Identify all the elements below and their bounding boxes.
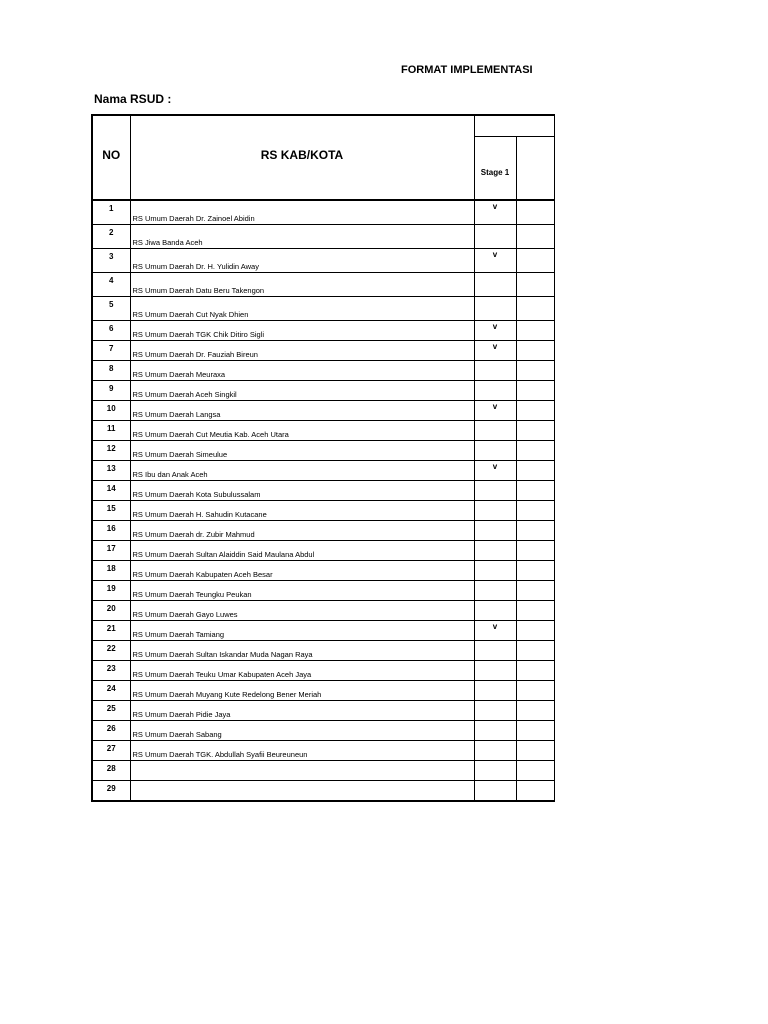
next-stage-cell — [516, 381, 554, 401]
next-stage-cell — [516, 581, 554, 601]
stage-1-check — [474, 601, 516, 621]
hospital-name: RS Umum Daerah Cut Meutia Kab. Aceh Utara — [130, 421, 474, 441]
table-row — [92, 621, 554, 641]
stage-1-check — [474, 501, 516, 521]
row-number: 27 — [92, 741, 130, 761]
row-number: 17 — [92, 541, 130, 561]
hospital-name: RS Umum Daerah Cut Nyak Dhien — [130, 297, 474, 321]
row-number: 25 — [92, 701, 130, 721]
next-stage-cell — [516, 441, 554, 461]
table-row — [92, 341, 554, 361]
next-stage-cell — [516, 225, 554, 249]
row-number: 10 — [92, 401, 130, 421]
stage-1-check — [474, 273, 516, 297]
stage-1-check — [474, 661, 516, 681]
hospital-name: RS Umum Daerah TGK Chik Ditiro Sigli — [130, 321, 474, 341]
next-stage-cell — [516, 297, 554, 321]
hospital-name: RS Umum Daerah Teungku Peukan — [130, 581, 474, 601]
hospital-name — [130, 761, 474, 781]
stage-1-check — [474, 681, 516, 701]
hospital-name: RS Umum Daerah Sultan Iskandar Muda Nagan Raya — [130, 641, 474, 661]
table-row — [92, 297, 554, 321]
row-number: 14 — [92, 481, 130, 501]
row-number: 19 — [92, 581, 130, 601]
hospital-name: RS Umum Daerah Sabang — [130, 721, 474, 741]
next-stage-cell — [516, 621, 554, 641]
stage-1-check — [474, 641, 516, 661]
table-row — [92, 225, 554, 249]
table-row — [92, 541, 554, 561]
table-row — [92, 521, 554, 541]
table-row — [92, 501, 554, 521]
next-stage-cell — [516, 701, 554, 721]
row-number: 28 — [92, 761, 130, 781]
table-row — [92, 200, 554, 225]
hospital-name: RS Umum Daerah H. Sahudin Kutacane — [130, 501, 474, 521]
hospital-name: RS Umum Daerah dr. Zubir Mahmud — [130, 521, 474, 541]
stage-1-check — [474, 521, 516, 541]
table-row — [92, 721, 554, 741]
stage-1-check: v — [474, 249, 516, 273]
next-stage-cell — [516, 601, 554, 621]
table-row — [92, 381, 554, 401]
next-stage-cell — [516, 681, 554, 701]
next-stage-cell — [516, 461, 554, 481]
next-stage-cell — [516, 781, 554, 802]
stage-1-check — [474, 421, 516, 441]
row-number: 13 — [92, 461, 130, 481]
hospital-table-container — [91, 114, 516, 793]
hospital-name: RS Umum Daerah Pidie Jaya — [130, 701, 474, 721]
header-stage-group — [474, 115, 554, 137]
stage-1-check — [474, 781, 516, 802]
next-stage-cell — [516, 401, 554, 421]
next-stage-cell — [516, 641, 554, 661]
next-stage-cell — [516, 741, 554, 761]
header-no: NO — [92, 115, 130, 200]
stage-1-check: v — [474, 461, 516, 481]
hospital-name: RS Umum Daerah Datu Beru Takengon — [130, 273, 474, 297]
table-row — [92, 481, 554, 501]
stage-1-check — [474, 561, 516, 581]
stage-1-check — [474, 441, 516, 461]
table-row — [92, 661, 554, 681]
next-stage-cell — [516, 321, 554, 341]
row-number: 2 — [92, 225, 130, 249]
header-stage-1: Stage 1 — [474, 137, 516, 201]
table-row — [92, 561, 554, 581]
hospital-table-body — [92, 115, 554, 801]
hospital-name: RS Umum Daerah Sultan Alaiddin Said Maulana Abdul — [130, 541, 474, 561]
hospital-name: RS Jiwa Banda Aceh — [130, 225, 474, 249]
row-number: 1 — [92, 200, 130, 225]
header-rs-kab-kota: RS KAB/KOTA — [130, 115, 474, 200]
hospital-name — [130, 781, 474, 802]
stage-1-check — [474, 381, 516, 401]
stage-1-check — [474, 481, 516, 501]
table-row — [92, 461, 554, 481]
stage-1-check: v — [474, 621, 516, 641]
row-number: 20 — [92, 601, 130, 621]
document-title: FORMAT IMPLEMENTASI — [401, 64, 533, 76]
next-stage-cell — [516, 501, 554, 521]
rsud-name-label: Nama RSUD : — [94, 92, 172, 106]
hospital-name: RS Umum Daerah Tamiang — [130, 621, 474, 641]
next-stage-cell — [516, 561, 554, 581]
table-row — [92, 401, 554, 421]
row-number: 4 — [92, 273, 130, 297]
row-number: 22 — [92, 641, 130, 661]
stage-1-check — [474, 361, 516, 381]
stage-1-check — [474, 761, 516, 781]
row-number: 12 — [92, 441, 130, 461]
stage-1-check — [474, 701, 516, 721]
row-number: 3 — [92, 249, 130, 273]
header-next-stage — [516, 137, 554, 201]
hospital-name: RS Umum Daerah Kabupaten Aceh Besar — [130, 561, 474, 581]
table-row — [92, 441, 554, 461]
table-row — [92, 681, 554, 701]
hospital-name: RS Umum Daerah TGK. Abdullah Syafii Beureuneun — [130, 741, 474, 761]
next-stage-cell — [516, 661, 554, 681]
table-row — [92, 781, 554, 802]
row-number: 23 — [92, 661, 130, 681]
row-number: 29 — [92, 781, 130, 802]
row-number: 8 — [92, 361, 130, 381]
hospital-name: RS Umum Daerah Teuku Umar Kabupaten Aceh Jaya — [130, 661, 474, 681]
table-row — [92, 761, 554, 781]
row-number: 11 — [92, 421, 130, 441]
table-row — [92, 641, 554, 661]
table-row — [92, 701, 554, 721]
table-row — [92, 581, 554, 601]
row-number: 15 — [92, 501, 130, 521]
stage-1-check: v — [474, 401, 516, 421]
hospital-name: RS Umum Daerah Kota Subulussalam — [130, 481, 474, 501]
hospital-name: RS Umum Daerah Langsa — [130, 401, 474, 421]
row-number: 6 — [92, 321, 130, 341]
stage-1-check — [474, 721, 516, 741]
row-number: 26 — [92, 721, 130, 741]
stage-1-check: v — [474, 200, 516, 225]
row-number: 7 — [92, 341, 130, 361]
hospital-name: RS Umum Daerah Gayo Luwes — [130, 601, 474, 621]
table-row — [92, 273, 554, 297]
stage-1-check — [474, 581, 516, 601]
table-row — [92, 321, 554, 341]
row-number: 5 — [92, 297, 130, 321]
next-stage-cell — [516, 421, 554, 441]
next-stage-cell — [516, 249, 554, 273]
next-stage-cell — [516, 721, 554, 741]
hospital-name: RS Ibu dan Anak Aceh — [130, 461, 474, 481]
table-row — [92, 601, 554, 621]
stage-1-check: v — [474, 321, 516, 341]
hospital-name: RS Umum Daerah Muyang Kute Redelong Bener Meriah — [130, 681, 474, 701]
table-header-row — [92, 115, 554, 137]
stage-1-check — [474, 297, 516, 321]
next-stage-cell — [516, 273, 554, 297]
next-stage-cell — [516, 341, 554, 361]
table-row — [92, 361, 554, 381]
hospital-name: RS Umum Daerah Aceh Singkil — [130, 381, 474, 401]
table-row — [92, 741, 554, 761]
next-stage-cell — [516, 481, 554, 501]
hospital-name: RS Umum Daerah Dr. Fauziah Bireun — [130, 341, 474, 361]
stage-1-check: v — [474, 341, 516, 361]
row-number: 18 — [92, 561, 130, 581]
next-stage-cell — [516, 200, 554, 225]
next-stage-cell — [516, 361, 554, 381]
stage-1-check — [474, 541, 516, 561]
next-stage-cell — [516, 761, 554, 781]
next-stage-cell — [516, 541, 554, 561]
table-row — [92, 249, 554, 273]
stage-1-check — [474, 225, 516, 249]
hospital-table — [91, 114, 555, 802]
stage-1-check — [474, 741, 516, 761]
table-row — [92, 421, 554, 441]
hospital-name: RS Umum Daerah Dr. Zainoel Abidin — [130, 200, 474, 225]
row-number: 16 — [92, 521, 130, 541]
row-number: 24 — [92, 681, 130, 701]
row-number: 9 — [92, 381, 130, 401]
hospital-name: RS Umum Daerah Simeulue — [130, 441, 474, 461]
hospital-name: RS Umum Daerah Dr. H. Yulidin Away — [130, 249, 474, 273]
row-number: 21 — [92, 621, 130, 641]
hospital-name: RS Umum Daerah Meuraxa — [130, 361, 474, 381]
next-stage-cell — [516, 521, 554, 541]
